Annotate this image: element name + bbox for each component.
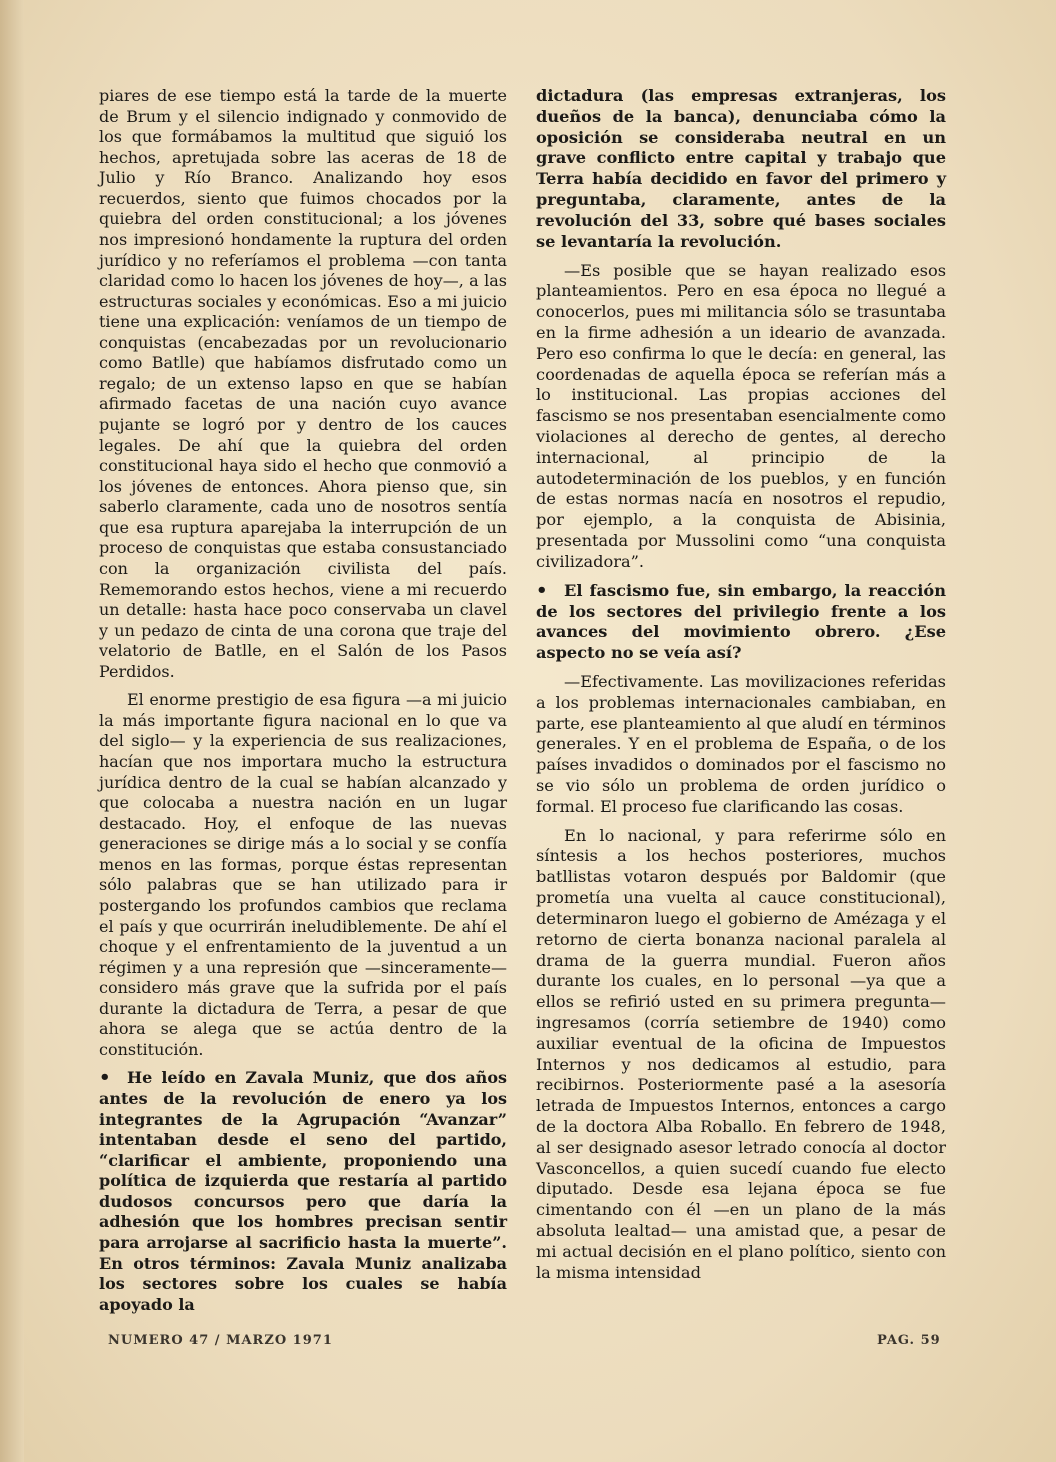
bullet-icon: •	[99, 1067, 111, 1089]
page-spine-shadow	[0, 0, 24, 1462]
page-number: PAG. 59	[877, 1333, 941, 1348]
question-text: El fascismo fue, sin embargo, la reacción de los sectores del privilegio frente a los avances del movimiento obrero. ¿Ese aspecto no se veía así?	[536, 580, 946, 663]
left-column	[99, 86, 507, 1315]
answer-paragraph: —Es posible que se hayan realizado esos planteamientos. Pero en esa época no llegué a conocerlos, pues mi militancia sólo se trasuntaba en la firme adhesión a un ideario de avanzada. Pero eso confirma lo que le decía: en general, las coordenadas de aquella época se referían más a lo institucional. Las propias acciones del fascismo se nos presentaban esencialmente como violaciones al derecho de gentes, al derecho internacional, al principio de la autodeterminación de los pueblos, y en función de estas normas nacía en nosotros el repudio, por ejemplo, a la conquista de Abisinia, presentada por Mussolini como “una conquista civilizadora”.	[536, 260, 946, 571]
right-column	[536, 86, 946, 1284]
body-paragraph: piares de ese tiempo está la tarde de la muerte de Brum y el silencio indignado y conmovido de los que formábamos la multitud que siguió los hechos, apretujada sobre las aceras de 18 de Julio y Río Branco. Analizando hoy esos recuerdos, siento que fuimos chocados por la quiebra del orden constitucional; a los jóvenes nos impresionó hondamente la ruptura del orden jurídico y no referíamos el problema —con tanta claridad como lo hacen los jóvenes de hoy—, a las estructuras sociales y económicas. Eso a mi juicio tiene una explicación: veníamos de un tiempo de conquistas (encabezadas por un revolucionario como Batlle) que habíamos disfrutado como un regalo; de un extenso lapso en que se habían afirmado facetas de una nación cuyo avance pujante se logró por y dentro de los cauces legales. De ahí que la quiebra del orden constitucional haya sido el hecho que conmovió a los jóvenes de entonces. Ahora pienso que, sin saberlo claramente, cada uno de nosotros sentía que esa ruptura aparejaba la interrupción de un proceso de conquistas que estaba consustanciado con la organización civilista del país. Rememorando estos hechos, viene a mi recuerdo un detalle: hasta hace poco conservaba un clavel y un pedazo de cinta de una corona que traje del velatorio de Batlle, en el Salón de los Pasos Perdidos.	[99, 86, 507, 681]
answer-paragraph: En lo nacional, y para referirme sólo en síntesis a los hechos posteriores, muchos batllistas votaron después por Baldomir (que prometía una vuelta al cauce constitucional), determinaron luego el gobierno de Amézaga y el retorno de cierta bonanza nacional paralela al drama de la guerra mundial. Fueron años durante los cuales, en lo personal —ya que a ellos se refirió usted en su primera pregunta— ingresamos (corría setiembre de 1940) como auxiliar eventual de la oficina de Impuestos Internos y nos dedicamos al estudio, para recibirnos. Posteriormente pasé a la asesoría letrada de Impuestos Internos, entonces a cargo de la doctora Alba Roballo. En febrero de 1948, al ser designado asesor letrado conocía al doctor Vasconcellos, a quien sucedí cuando fue electo diputado. Desde esa lejana época se fue cimentando con él —en un plano de la más absoluta lealtad— una amistad que, a pesar de mi actual decisión en el plano político, siento con la misma intensidad	[536, 825, 946, 1282]
interview-question	[99, 1068, 507, 1315]
question-continuation: dictadura (las empresas extranjeras, los dueños de la banca), denunciaba cómo la oposición se consideraba neutral en un grave conflicto entre capital y trabajo que Terra había decidido en favor del primero y preguntaba, claramente, antes de la revolución del 33, sobre qué bases sociales se levantaría la revolución.	[536, 86, 946, 251]
question-text: He leído en Zavala Muniz, que dos años antes de la revolución de enero ya los integrantes de la Agrupación “Avanzar” intentaban desde el seno del partido, “clarificar el ambiente, proponiendo una política de izquierda que restaría al partido dudosos concursos pero que daría la adhesión que los hombres precisan sentir para arrojarse al sacrificio hasta la muerte”. En otros términos: Zavala Muniz analizaba los sectores sobre los cuales se había apoyado la	[99, 1068, 507, 1314]
issue-footer: NUMERO 47 / MARZO 1971	[108, 1333, 333, 1348]
interview-question	[536, 581, 946, 664]
answer-paragraph: —Efectivamente. Las movilizaciones referidas a los problemas internacionales cambiaban, en parte, ese planteamiento al que aludí en términos generales. Y en el problema de España, o de los países invadidos o dominados por el fascismo no se vio sólo un problema de orden jurídico o formal. El proceso fue clarificando las cosas.	[536, 671, 946, 816]
body-paragraph: El enorme prestigio de esa figura —a mi juicio la más importante figura nacional en lo que va del siglo— y la experiencia de sus realizaciones, hacían que nos importara mucho la estructura jurídica dentro de la cual se habían alcanzado y que colocaba a nuestra nación en un lugar destacado. Hoy, el enfoque de las nuevas generaciones se dirige más a lo social y se confía menos en las formas, porque éstas representan sólo palabras que se han utilizado para ir postergando los profundos cambios que reclama el país y que ocurrirán ineludiblemente. De ahí el choque y el enfrentamiento de la juventud a un régimen y a una represión que —sinceramente— considero más grave que la sufrida por el país durante la dictadura de Terra, a pesar de que ahora se alega que se actúa dentro de la constitución.	[99, 690, 507, 1059]
bullet-icon: •	[536, 579, 548, 601]
